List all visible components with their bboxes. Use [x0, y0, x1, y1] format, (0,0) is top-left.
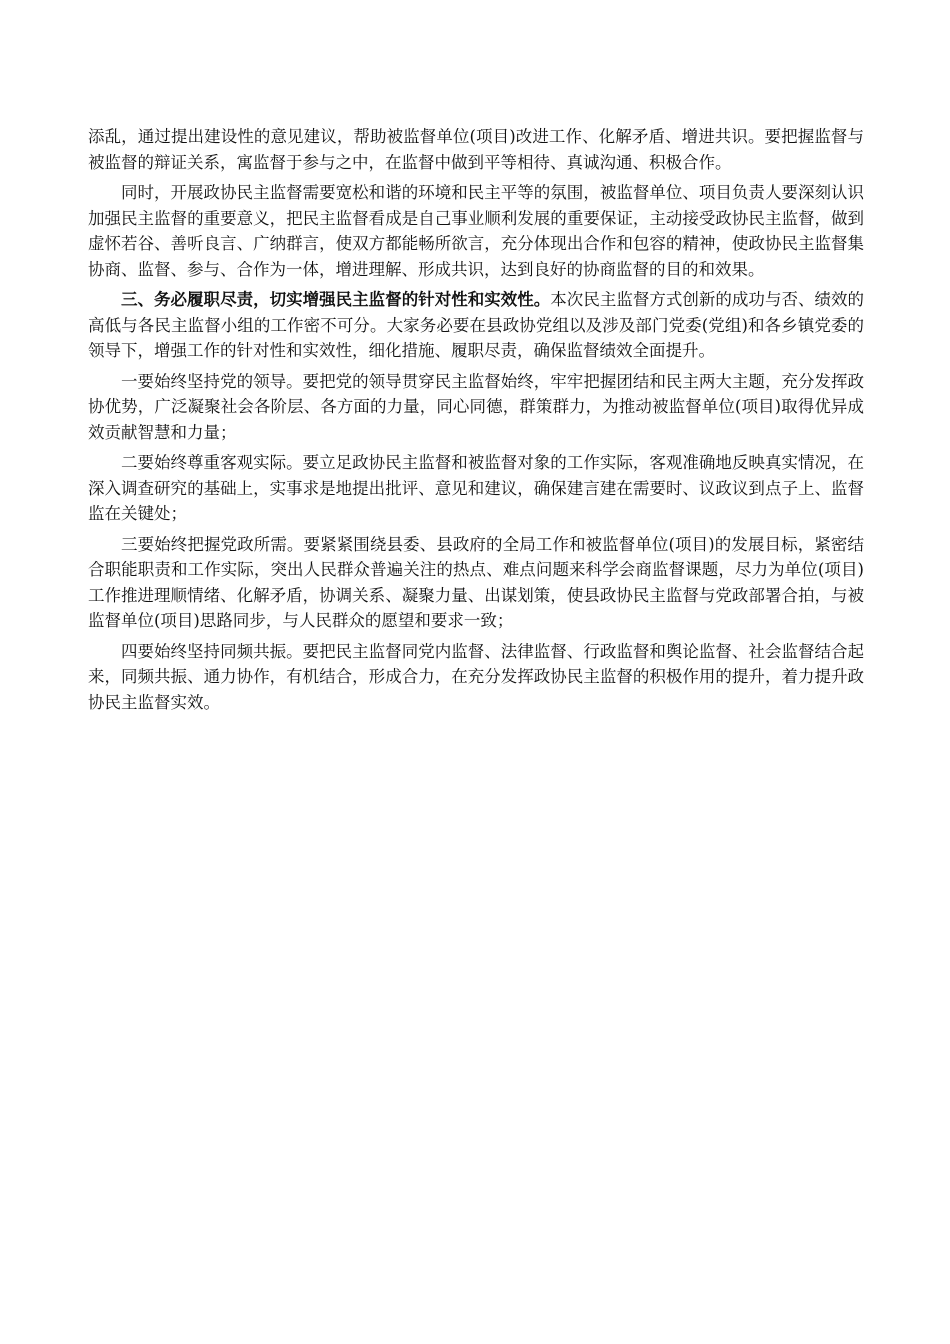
paragraph-point-three: 三要始终把握党政所需。要紧紧围绕县委、县政府的全局工作和被监督单位(项目)的发展目标，紧密结合职能职责和工作实际，突出人民群众普遍关注的热点、难点问题来科学会商监督课题，尽力为单位(项目)工作推进理顺情绪、化解矛盾，协调关系、凝聚力量、出谋划策，使县政协民主监督与党政部署合拍，与被监督单位(项目)思路同步，与人民群众的愿望和要求一致； [88, 534, 864, 630]
paragraph-section-three [88, 287, 864, 364]
section-three-body: 本次民主监督方式创新的成功与否、绩效的高低与各民主监督小组的工作密不可分。大家务必要在县政协党组以及涉及部门党委(党组)和各乡镇党委的领导下，增强工作的针对性和实效性，细化措施、履职尽责，确保监督绩效全面提升。 [88, 290, 865, 360]
paragraph-point-two: 二要始终尊重客观实际。要立足政协民主监督和被监督对象的工作实际，客观准确地反映真实情况，在深入调查研究的基础上，实事求是地提出批评、意见和建议，确保建言建在需要时、议政议到点子上、监督监在关键处； [88, 453, 864, 523]
paragraph-continuation: 添乱，通过提出建设性的意见建议，帮助被监督单位(项目)改进工作、化解矛盾、增进共识。要把握监督与被监督的辩证关系，寓监督于参与之中，在监督中做到平等相待、真诚沟通、积极合作。 [88, 127, 864, 172]
paragraph-point-one: 一要始终坚持党的领导。要把党的领导贯穿民主监督始终，牢牢把握团结和民主两大主题，充分发挥政协优势，广泛凝聚社会各阶层、各方面的力量，同心同德，群策群力，为推动被监督单位(项目)取得优异成效贡献智慧和力量； [88, 371, 864, 442]
paragraph-point-four: 四要始终坚持同频共振。要把民主监督同党内监督、法律监督、行政监督和舆论监督、社会监督结合起来，同频共振、通力协作，有机结合，形成合力，在充分发挥政协民主监督的积极作用的提升，着力提升政协民主监督实效。 [88, 641, 864, 712]
document-body [88, 124, 864, 715]
section-three-heading: 三、务必履职尽责，切实增强民主监督的针对性和实效性。 [121, 290, 551, 309]
paragraph-supervision-environment: 同时，开展政协民主监督需要宽松和谐的环境和民主平等的氛围，被监督单位、项目负责人要深刻认识加强民主监督的重要意义，把民主监督看成是自己事业顺利发展的重要保证，主动接受政协民主监督，做到虚怀若谷、善听良言、广纳群言，使双方都能畅所欲言，充分体现出合作和包容的精神，使政协民主监督集协商、监督、参与、合作为一体，增进理解、形成共识，达到良好的协商监督的目的和效果。 [88, 183, 864, 279]
